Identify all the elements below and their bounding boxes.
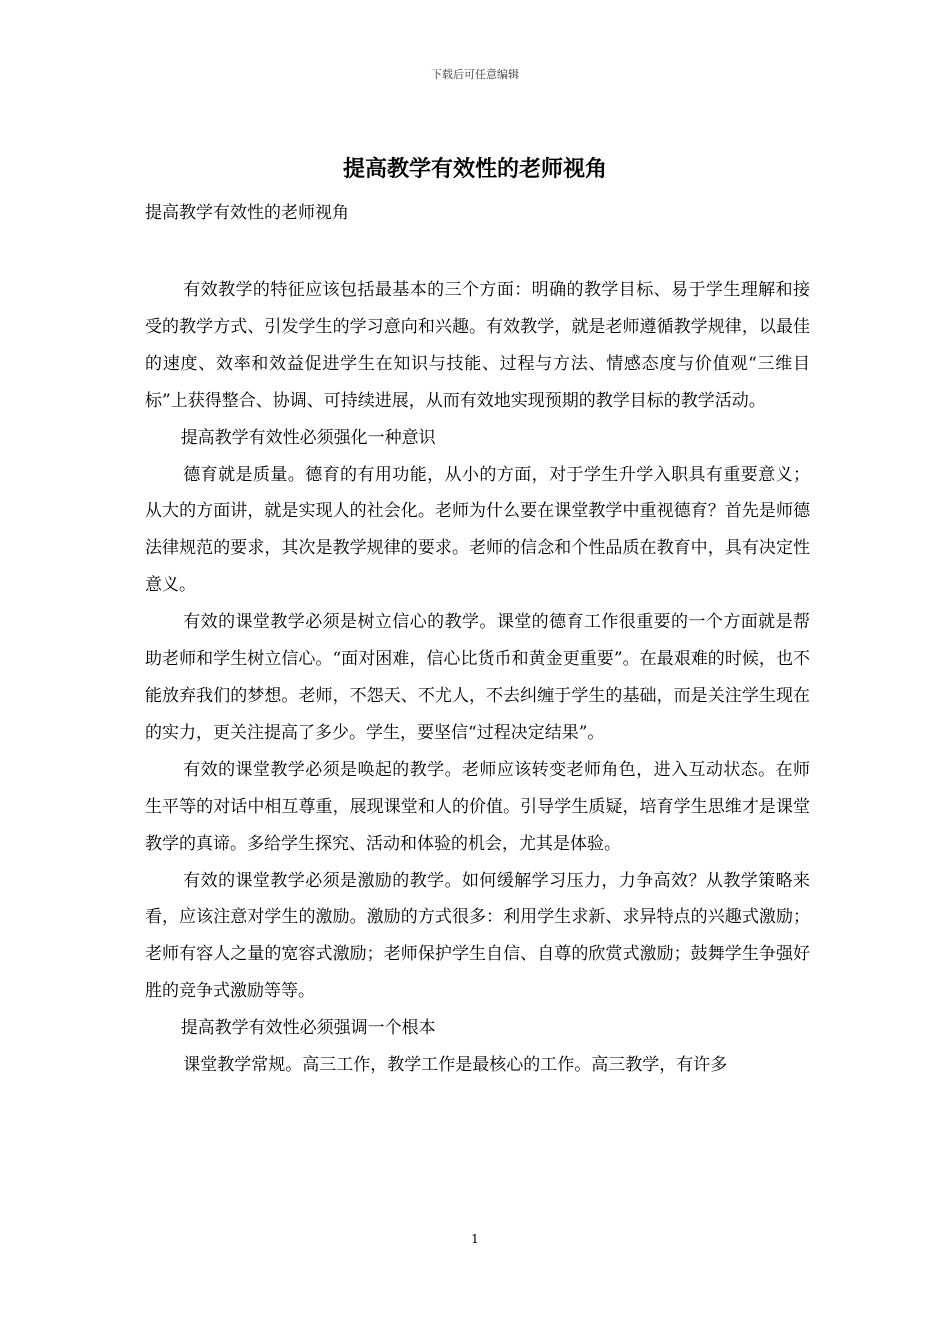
header-note: 下载后可任意编辑	[431, 68, 519, 81]
paragraph-motivation: 有效的课堂教学必须是激励的教学。如何缓解学习压力，力争高效？从教学策略来看，应该注意对学生的激励。激励的方式很多：利用学生求新、求异特点的兴趣式激励；老师有容人之量的宽容式激励；老师保护学生自信、自尊的欣赏式激励；鼓舞学生争强好胜的竞争式激励等等。	[145, 870, 810, 1002]
paragraph-intro: 有效教学的特征应该包括最基本的三个方面：明确的教学目标、易于学生理解和接受的教学方式、引发学生的学习意向和兴趣。有效教学，就是老师遵循教学规律，以最佳的速度、效率和效益促进学生在知识与技能、过程与方法、情感态度与价值观“三维目标”上获得整合、协调、可持续进展，从而有效地实现预期的教学目标的教学活动。	[145, 280, 810, 411]
section-heading-foundation: 提高教学有效性必须强调一个根本	[180, 1018, 436, 1039]
document-subtitle: 提高教学有效性的老师视角	[145, 203, 349, 223]
document-body	[145, 272, 810, 1084]
paragraph-moral-education: 德育就是质量。德育的有用功能，从小的方面，对于学生升学入职具有重要意义；从大的方面讲，就是实现人的社会化。老师为什么要在课堂教学中重视德育？首先是师德法律规范的要求，其次是教学规律的要求。老师的信念和个性品质在教育中，具有决定性意义。	[145, 464, 810, 596]
page-number: 1	[471, 1232, 479, 1246]
document-title: 提高教学有效性的老师视角	[342, 156, 607, 182]
paragraph-awakening: 有效的课堂教学必须是唤起的教学。老师应该转变老师角色，进入互动状态。在师生平等的对话中相互尊重，展现课堂和人的价值。引导学生质疑，培育学生思维才是课堂教学的真谛。多给学生探究、活动和体验的机会，尤其是体验。	[145, 759, 810, 854]
section-heading-awareness: 提高教学有效性必须强化一种意识	[180, 427, 436, 448]
paragraph-confidence: 有效的课堂教学必须是树立信心的教学。课堂的德育工作很重要的一个方面就是帮助老师和学生树立信心。“面对困难，信心比货币和黄金更重要”。在最艰难的时候，也不能放弃我们的梦想。老师，不怨天、不尤人，不去纠缠于学生的基础，而是关注学生现在的实力，更关注提高了多少。学生，要坚信“过程决定结果”。	[145, 612, 810, 743]
paragraph-classroom-routine: 课堂教学常规。高三工作，教学工作是最核心的工作。高三教学，有许多	[183, 1055, 728, 1076]
